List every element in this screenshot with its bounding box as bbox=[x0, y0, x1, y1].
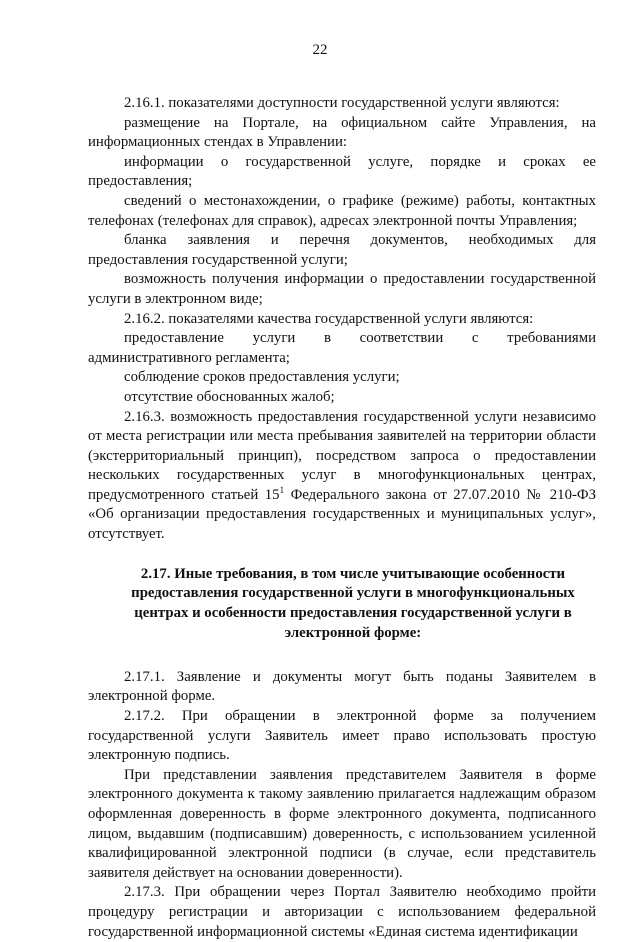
paragraph-2-17-3: 2.17.3. При обращении через Портал Заявителю необходимо пройти процедуру регистрации и авторизации с использованием федеральной государственной информационной системы «Единая система идентификации bbox=[88, 884, 596, 940]
paragraph-2-16-3-rest: Федерального закона от 27.07.2010 № 210-ФЗ «Об организации предоставления государственных и муниципальных услуг», отсутствует. bbox=[88, 486, 596, 543]
paragraph-2-16-3-text: 2.16.3. возможность предоставления государственной услуги независимо от места регистрации или места пребывания заявителей на территории области (экстерриториальный принцип), посредством запроса о предоставлении нескольких государственных услуг в многофункциональных центрах, предусмотренного статьей 15 bbox=[88, 408, 596, 503]
paragraph-representative: При представлении заявления представителем Заявителя в форме электронного документа к такому заявлению прилагается надлежащим образом оформленная доверенность в форме электронного документа, подписанного лицом, выдавшим (подписавшим) доверенность, с использованием усиленной квалифицированной электронной подписи (в случае, если представитель заявителя действует на основании доверенности). bbox=[88, 766, 596, 881]
paragraph-info-service: информации о государственной услуге, порядке и сроках ее предоставления; bbox=[88, 153, 596, 190]
paragraph-2-17-2: 2.17.2. При обращении в электронной форме за получением государственной услуги Заявитель имеет право использовать простую электронную подпись. bbox=[88, 708, 596, 764]
superscript-mark: 1 bbox=[279, 484, 285, 495]
section-heading-2-17: 2.17. Иные требования, в том числе учитывающие особенности предоставления государственной услуги в многофункциональных центрах и особенности предоставления государственной услуги в электронной форме: bbox=[131, 565, 575, 642]
paragraph-electronic-info: возможность получения информации о предоставлении государственной услуги в электронном виде; bbox=[88, 271, 596, 307]
document-body bbox=[88, 94, 596, 942]
paragraph-2-17-1: 2.17.1. Заявление и документы могут быть поданы Заявителем в электронной форме. bbox=[88, 668, 596, 705]
paragraph-2-16-3 bbox=[88, 408, 596, 545]
paragraph-deadlines: соблюдение сроков предоставления услуги; bbox=[124, 369, 400, 386]
paragraph-2-16-2: 2.16.2. показателями качества государственной услуги являются: bbox=[124, 310, 534, 327]
paragraph-placement: размещение на Портале, на официальном сайте Управления, на информационных стендах в Управлении: bbox=[88, 114, 596, 151]
paragraph-compliance: предоставление услуги в соответствии с требованиями административного регламента; bbox=[88, 330, 596, 366]
paragraph-location-info: сведений о местонахождении, о графике (режиме) работы, контактных телефонах (телефонах для справок), адресах электронной почты Управления; bbox=[88, 192, 596, 229]
paragraph-forms: бланка заявления и перечня документов, необходимых для предоставления государственной услуги; bbox=[88, 232, 596, 268]
paragraph-2-16-1: 2.16.1. показателями доступности государственной услуги являются: bbox=[124, 95, 560, 111]
page-number: 22 bbox=[312, 42, 328, 58]
paragraph-no-complaints: отсутствие обоснованных жалоб; bbox=[124, 388, 335, 405]
